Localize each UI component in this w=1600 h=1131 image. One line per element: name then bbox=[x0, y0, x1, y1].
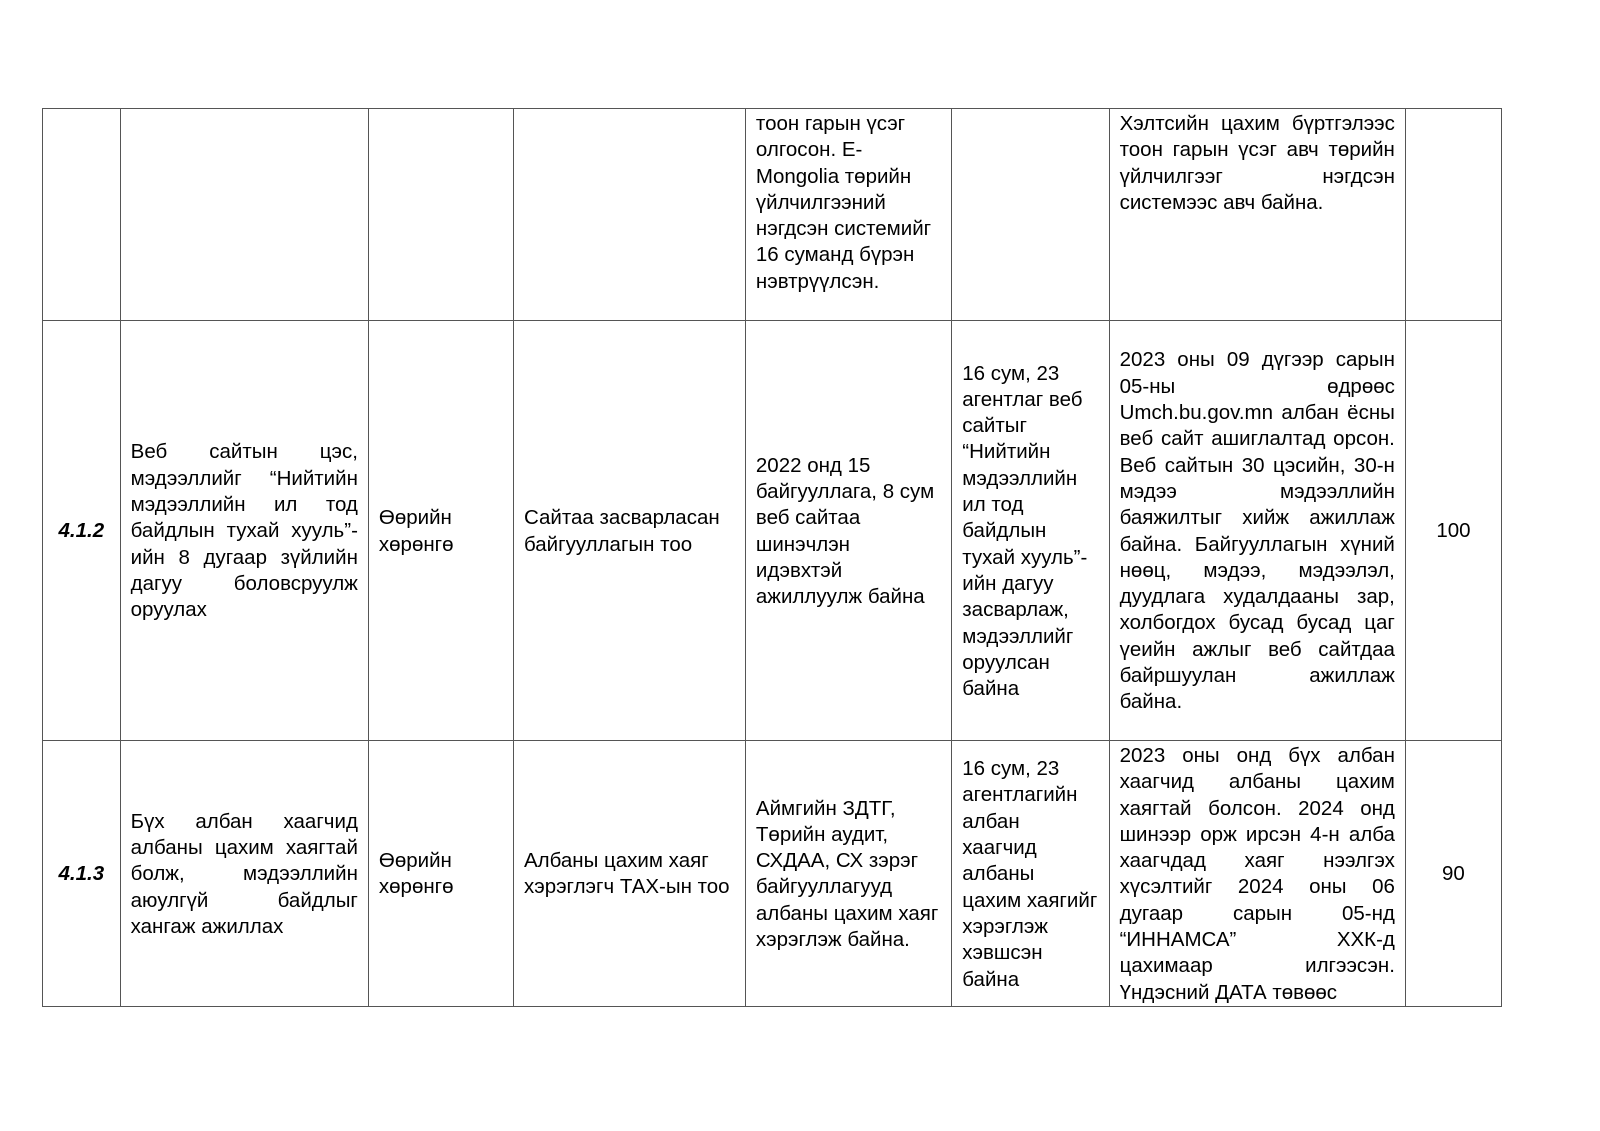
table-row bbox=[43, 109, 1502, 321]
percent-cell bbox=[1405, 109, 1501, 321]
row-number bbox=[43, 109, 121, 321]
activity-cell: Бүх албан хаагчид албаны цахим хаягтай болж, мэдээллийн аюулгүй байдлыг хангаж ажиллах bbox=[120, 741, 368, 1007]
funding-cell: Өөрийн хөрөнгө bbox=[368, 741, 513, 1007]
row-number: 4.1.2 bbox=[43, 321, 121, 741]
table-row bbox=[43, 321, 1502, 741]
funding-cell: Өөрийн хөрөнгө bbox=[368, 321, 513, 741]
indicator-cell bbox=[513, 109, 745, 321]
baseline-cell: Аймгийн ЗДТГ, Төрийн аудит, СХДАА, СХ зэрэг байгууллагууд албаны цахим хаяг хэрэглэж байна. bbox=[745, 741, 951, 1007]
activity-cell bbox=[120, 109, 368, 321]
table-row bbox=[43, 741, 1502, 1007]
percent-cell: 90 bbox=[1405, 741, 1501, 1007]
target-cell: 16 сум, 23 агентлаг веб сайтыг “Нийтийн мэдээллийн ил тод байдлын тухай хууль”-ийн дагуу засварлаж, мэдээллийг оруулсан байна bbox=[952, 321, 1109, 741]
target-cell bbox=[952, 109, 1109, 321]
progress-cell: Хэлтсийн цахим бүртгэлээс тоон гарын үсэг авч төрийн үйлчилгээг нэгдсэн системээс авч байна. bbox=[1109, 109, 1405, 321]
progress-cell: 2023 оны онд бүх албан хаагчид албаны цахим хаягтай болсон. 2024 онд шинээр орж ирсэн 4-н алба хаагчдад хаяг нээлгэх хүсэлтийг 2024 оны 06 дугаар сарын 05-нд “ИННАМСА” ХХК-д цахимаар илгээсэн. Үндэсний ДАТА төвөөс bbox=[1109, 741, 1405, 1007]
row-number: 4.1.3 bbox=[43, 741, 121, 1007]
indicator-cell: Сайтаа засварласан байгууллагын тоо bbox=[513, 321, 745, 741]
report-table bbox=[42, 108, 1502, 1007]
baseline-cell: тоон гарын үсэг олгосон. E-Mongolia төрийн үйлчилгээний нэгдсэн системийг 16 суманд бүрэн нэвтрүүлсэн. bbox=[745, 109, 951, 321]
activity-cell: Веб сайтын цэс, мэдээллийг “Нийтийн мэдээллийн ил тод байдлын тухай хууль”-ийн 8 дугаар зүйлийн дагуу боловсруулж оруулах bbox=[120, 321, 368, 741]
target-cell: 16 сум, 23 агентлагийн албан хаагчид албаны цахим хаягийг хэрэглэж хэвшсэн байна bbox=[952, 741, 1109, 1007]
baseline-cell: 2022 онд 15 байгууллага, 8 сум веб сайтаа шинэчлэн идэвхтэй ажиллуулж байна bbox=[745, 321, 951, 741]
progress-cell: 2023 оны 09 дүгээр сарын 05-ны өдрөөс Umch.bu.gov.mn албан ёсны веб сайт ашиглалтад орсон. Веб сайтын 30 цэсийн, 30-н мэдээ мэдээллийн баяжилтыг хийж ажиллаж байна. Байгууллагын хүний нөөц, мэдээ, мэдээлэл, дуудлага худалдааны зар, холбогдох бусад бусад цаг үеийн ажлыг веб сайтдаа байршуулан ажиллаж байна. bbox=[1109, 321, 1405, 741]
indicator-cell: Албаны цахим хаяг хэрэглэгч ТАХ-ын тоо bbox=[513, 741, 745, 1007]
percent-cell: 100 bbox=[1405, 321, 1501, 741]
funding-cell bbox=[368, 109, 513, 321]
